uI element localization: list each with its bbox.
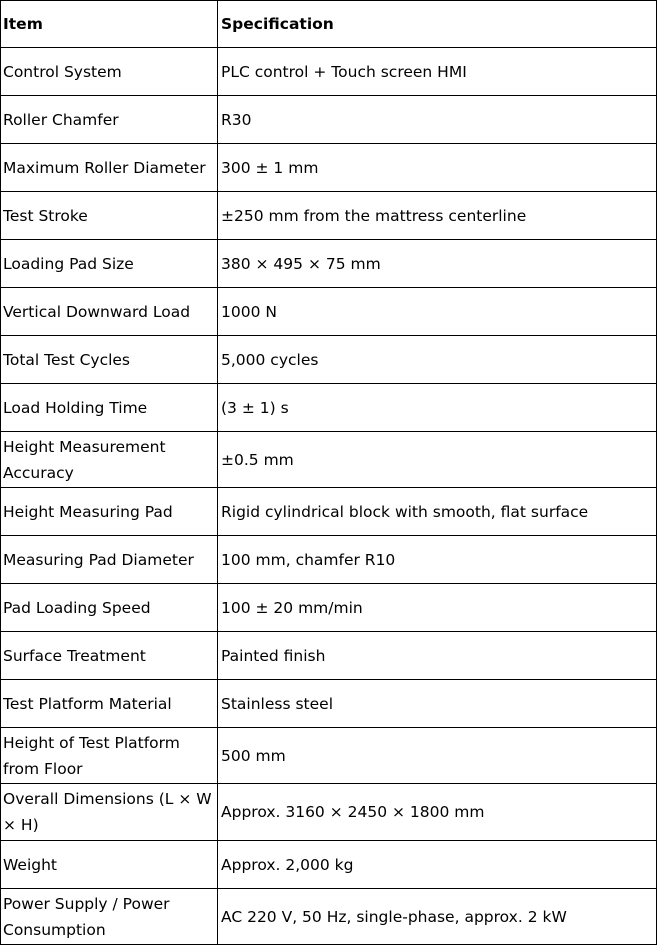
table-row: [1, 632, 657, 680]
spec-cell: 100 ± 20 mm/min: [218, 584, 657, 632]
table-row: [1, 432, 657, 488]
item-cell: Pad Loading Speed: [1, 584, 218, 632]
table-row: [1, 584, 657, 632]
item-cell: Height of Test Platform from Floor: [1, 728, 218, 784]
table-row: [1, 336, 657, 384]
header-specification: Specification: [218, 1, 657, 48]
item-cell: Roller Chamfer: [1, 96, 218, 144]
spec-cell: Painted finish: [218, 632, 657, 680]
spec-cell: Approx. 3160 × 2450 × 1800 mm: [218, 784, 657, 841]
table-row: [1, 536, 657, 584]
table-row: [1, 96, 657, 144]
item-cell: Loading Pad Size: [1, 240, 218, 288]
spec-cell: 5,000 cycles: [218, 336, 657, 384]
spec-cell: Approx. 2,000 kg: [218, 841, 657, 889]
spec-cell: ±0.5 mm: [218, 432, 657, 488]
table-row: [1, 728, 657, 784]
spec-cell: R30: [218, 96, 657, 144]
item-cell: Power Supply / Power Consumption: [1, 889, 218, 945]
spec-cell: 380 × 495 × 75 mm: [218, 240, 657, 288]
header-item: Item: [1, 1, 218, 48]
spec-cell: 500 mm: [218, 728, 657, 784]
item-cell: Weight: [1, 841, 218, 889]
table-row: [1, 288, 657, 336]
item-cell: Measuring Pad Diameter: [1, 536, 218, 584]
spec-cell: PLC control + Touch screen HMI: [218, 48, 657, 96]
item-cell: Vertical Downward Load: [1, 288, 218, 336]
item-cell: Surface Treatment: [1, 632, 218, 680]
table-row: [1, 240, 657, 288]
spec-cell: 1000 N: [218, 288, 657, 336]
table-row: [1, 680, 657, 728]
table-row: [1, 889, 657, 945]
table-header-row: [1, 1, 657, 48]
table-row: [1, 784, 657, 841]
table-row: [1, 144, 657, 192]
item-cell: Overall Dimensions (L × W × H): [1, 784, 218, 841]
item-cell: Maximum Roller Diameter: [1, 144, 218, 192]
item-cell: Load Holding Time: [1, 384, 218, 432]
table-row: [1, 384, 657, 432]
spec-cell: 100 mm, chamfer R10: [218, 536, 657, 584]
spec-cell: AC 220 V, 50 Hz, single-phase, approx. 2 kW: [218, 889, 657, 945]
spec-cell: Stainless steel: [218, 680, 657, 728]
table-row: [1, 48, 657, 96]
spec-cell: ±250 mm from the mattress centerline: [218, 192, 657, 240]
item-cell: Height Measuring Pad: [1, 488, 218, 536]
table-row: [1, 192, 657, 240]
item-cell: Test Platform Material: [1, 680, 218, 728]
spec-cell: (3 ± 1) s: [218, 384, 657, 432]
item-cell: Test Stroke: [1, 192, 218, 240]
spec-cell: 300 ± 1 mm: [218, 144, 657, 192]
table-row: [1, 488, 657, 536]
item-cell: Height Measurement Accuracy: [1, 432, 218, 488]
item-cell: Total Test Cycles: [1, 336, 218, 384]
item-cell: Control System: [1, 48, 218, 96]
spec-cell: Rigid cylindrical block with smooth, flat surface: [218, 488, 657, 536]
table-row: [1, 841, 657, 889]
